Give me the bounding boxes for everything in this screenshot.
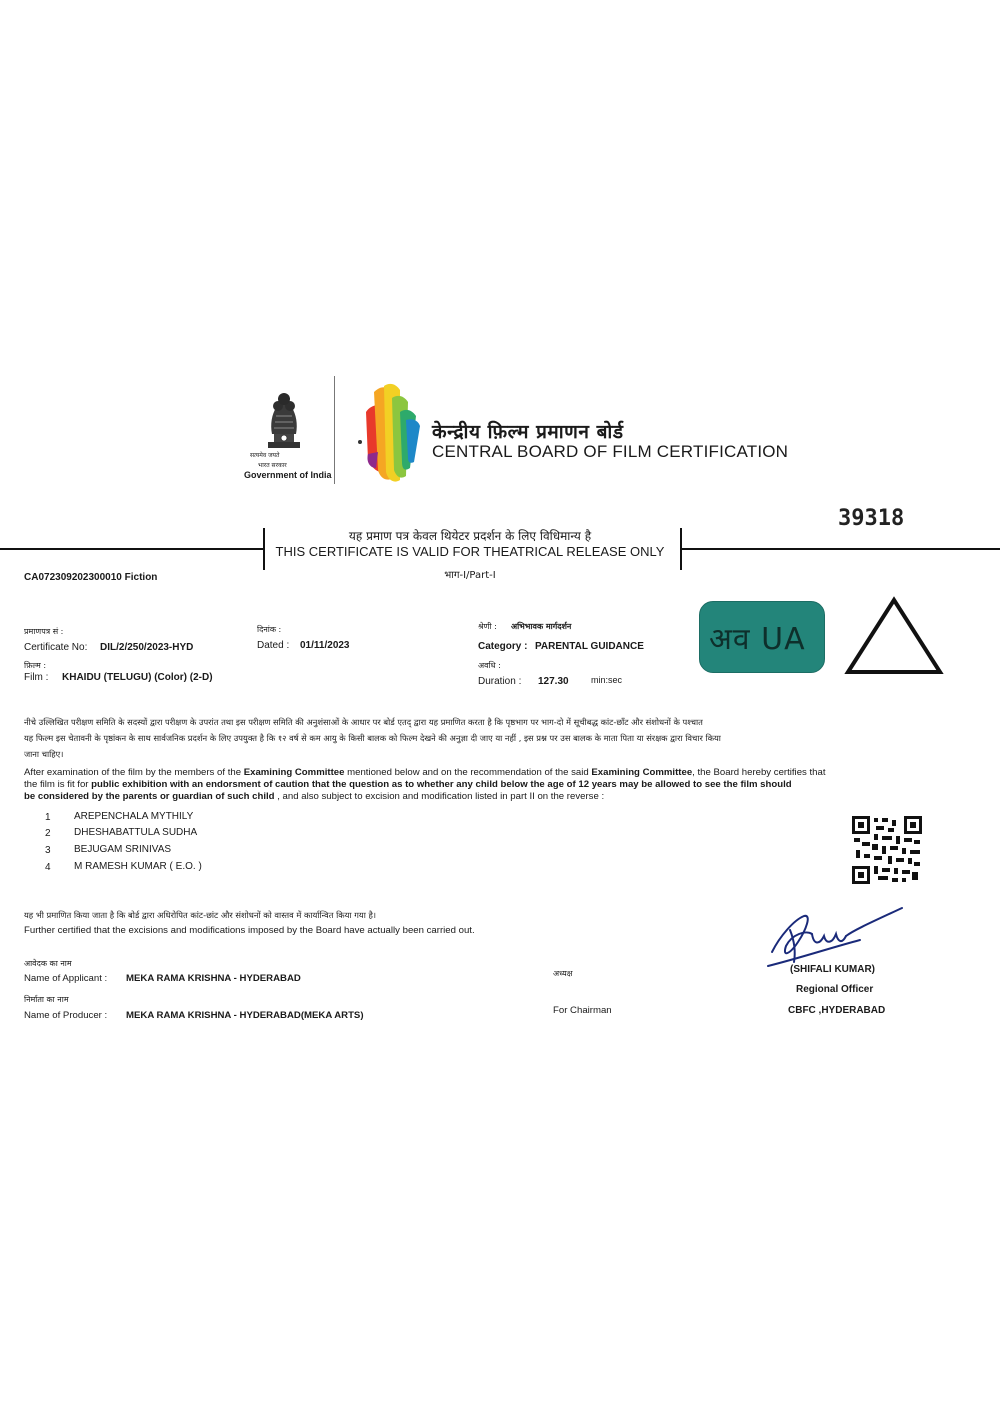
officer-office: CBFC ,HYDERABAD	[788, 1005, 886, 1016]
committee-number: 3	[45, 845, 51, 856]
dated-label: Dated :	[257, 640, 290, 651]
further-english: Further certified that the excisions and modifications imposed by the Board have actually been carried out.	[24, 925, 475, 936]
certificate-reference: CA072309202300010 Fiction	[24, 572, 158, 583]
government-of-india-label: Government of India	[244, 470, 332, 480]
committee-number: 1	[45, 812, 51, 823]
chairman-label: For Chairman	[553, 1005, 612, 1016]
serial-number: 39318	[838, 506, 905, 531]
officer-title: Regional Officer	[796, 984, 874, 995]
state-emblem-icon	[254, 388, 314, 450]
committee-member: AREPENCHALA MYTHILY	[74, 811, 194, 822]
ua-rating-text: अव UA	[709, 622, 806, 657]
body-hindi-line-3: जाना चाहिए।	[24, 749, 64, 759]
body-english-line-2: the film is fit for public exhibition with an endorsment of caution that the question as to whether any child below the age of 12 years may be allowed to see the film should	[24, 779, 792, 790]
applicant-value: MEKA RAMA KRISHNA - HYDERABAD	[126, 973, 301, 984]
part-label: भाग-I/Part-I	[444, 570, 496, 581]
cert-no-label-hindi: प्रमाणपत्र सं :	[24, 627, 64, 636]
dated-label-hindi: दिनांक :	[257, 625, 282, 634]
qr-code-icon	[852, 816, 922, 884]
category-value-hindi: अभिभावक मार्गदर्शन	[511, 622, 572, 631]
banner-line-left	[0, 548, 265, 550]
warning-triangle-icon	[844, 596, 944, 676]
applicant-label: Name of Applicant :	[24, 973, 108, 984]
chairman-label-hindi: अध्यक्ष	[553, 969, 573, 978]
board-name-hindi: केन्द्रीय फ़िल्म प्रमाणन बोर्ड	[432, 421, 624, 443]
banner-bracket-left	[263, 528, 265, 570]
cert-no-value: DIL/2/250/2023-HYD	[100, 642, 194, 653]
validity-english: THIS CERTIFICATE IS VALID FOR THEATRICAL RELEASE ONLY	[275, 544, 665, 559]
validity-hindi: यह प्रमाण पत्र केवल थियेटर प्रदर्शन के लिए विधिमान्य है	[348, 529, 592, 543]
duration-value: 127.30	[538, 676, 569, 687]
cbfc-logo-icon	[356, 382, 426, 486]
committee-member: BEJUGAM SRINIVAS	[74, 844, 172, 855]
producer-label: Name of Producer :	[24, 1010, 108, 1021]
applicant-label-hindi: आवेदक का नाम	[24, 959, 72, 968]
cert-no-label: Certificate No:	[24, 642, 88, 653]
film-label-hindi: फ़िल्म :	[24, 661, 47, 670]
duration-label-hindi: अवधि :	[478, 661, 501, 670]
duration-label: Duration :	[478, 676, 522, 687]
film-value: KHAIDU (TELUGU) (Color) (2-D)	[62, 672, 213, 683]
dated-value: 01/11/2023	[300, 640, 350, 651]
committee-member: DHESHABATTULA SUDHA	[74, 827, 198, 838]
header-divider	[334, 376, 335, 484]
further-hindi: यह भी प्रमाणित किया जाता है कि बोर्ड द्वारा अधिरोपित कांट-छांट और संशोधनों को वास्तव में कार्यान्वित किया गया है।	[24, 910, 377, 920]
body-english-line-1: After examination of the film by the members of the Examining Committee mentioned below and on the recommendation of the said Examining Committee, the Board hereby certifies that	[24, 767, 826, 778]
committee-number: 2	[45, 828, 51, 839]
body-hindi-line-1: नीचे उल्लिखित परीक्षण समिति के सदस्यों द्वारा परीक्षण के उपरांत तथा इस परीक्षण समिति की अनुशंसाओं के आधार पर बोर्ड एतद् द्वारा यह प्रमाणित करता है कि पृष्ठभाग पर भाग-दो में सूचीबद्ध कांट-छाँट और संशोधनों के पश्चात	[24, 717, 703, 727]
officer-name: (SHIFALI KUMAR)	[790, 964, 875, 975]
category-label-hindi: श्रेणी :	[478, 622, 497, 631]
board-name: CENTRAL BOARD OF FILM CERTIFICATION	[432, 442, 789, 461]
emblem-govt-hindi: भारत सरकार	[258, 462, 287, 469]
committee-number: 4	[45, 862, 51, 873]
duration-unit: min:sec	[591, 675, 623, 685]
body-english-line-3: be considered by the parents or guardian of such child , and also subject to excision and modification listed in part II on the reverse :	[24, 791, 605, 802]
banner-line-right	[680, 548, 1000, 550]
producer-label-hindi: निर्माता का नाम	[24, 995, 69, 1004]
category-label: Category :	[478, 641, 528, 652]
body-hindi-line-2: यह फिल्म इस चेतावनी के पृष्ठांकन के साथ सार्वजनिक प्रदर्शन के लिए उपयुक्त है कि १२ वर्ष से कम आयु के किसी बालक को फिल्म देखने की अनुज्ञा दी जाए या नहीं , इस प्रश्न पर उस बालक के माता पिता या संरक्षक द्वारा विचार किया	[24, 733, 721, 743]
film-label: Film :	[24, 672, 49, 683]
producer-value: MEKA RAMA KRISHNA - HYDERABAD(MEKA ARTS)	[126, 1010, 364, 1021]
committee-member: M RAMESH KUMAR ( E.O. )	[74, 861, 202, 872]
emblem-motto: सत्यमेव जयते	[250, 452, 280, 459]
category-value: PARENTAL GUIDANCE	[535, 641, 644, 652]
